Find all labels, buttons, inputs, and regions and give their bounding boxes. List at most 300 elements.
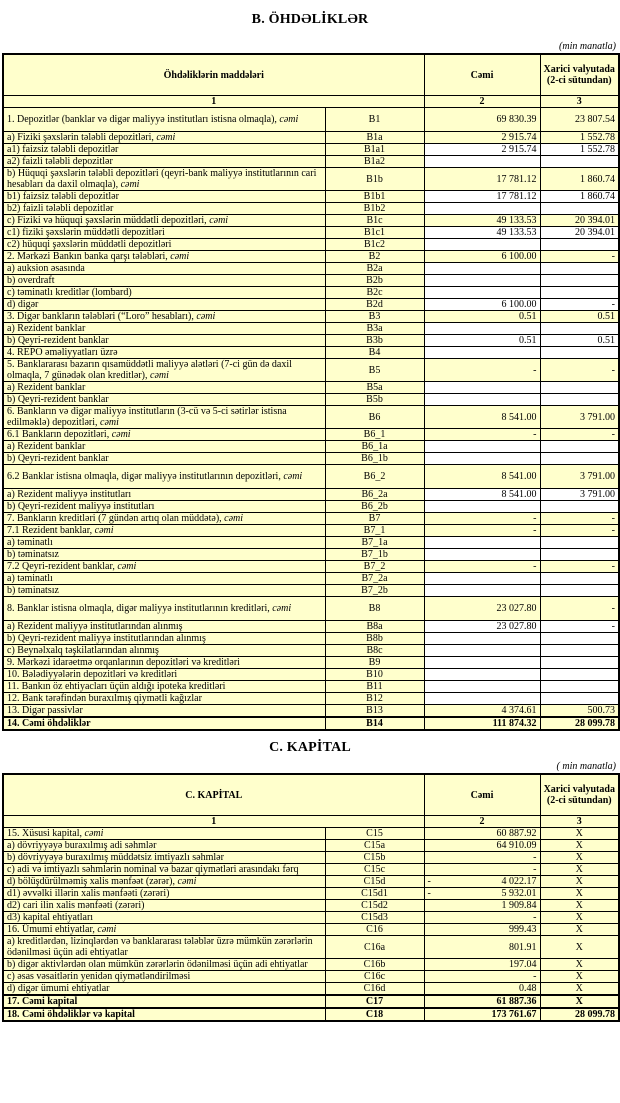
row-code-cell: B6_2b xyxy=(325,501,424,513)
row-code-cell: B7_2a xyxy=(325,573,424,585)
row-label-cell: c) təminatlı kreditlər (lombard) xyxy=(3,287,325,299)
row-total-cell: 60 887.92 xyxy=(424,828,540,840)
row-foreign-cell: X xyxy=(540,924,619,936)
row-code-cell: B2a xyxy=(325,263,424,275)
row-code-cell: B1 xyxy=(325,108,424,132)
row-foreign-cell: - xyxy=(540,597,619,621)
total-row xyxy=(3,1008,619,1021)
row-label-cell: a) Rezident maliyyə institutlarından alınmış xyxy=(3,621,325,633)
row-label-cell: b1) faizsiz tələbli depozitlər xyxy=(3,191,325,203)
row-label-cell: 10. Bələdiyyələrin depozitləri və kreditləri xyxy=(3,669,325,681)
row-foreign-cell: 23 807.54 xyxy=(540,108,619,132)
row-foreign-cell: 20 394.01 xyxy=(540,227,619,239)
table-row xyxy=(3,311,619,323)
row-label-cell: 17. Cəmi kapital xyxy=(3,995,325,1008)
row-foreign-cell: X xyxy=(540,840,619,852)
row-total-cell xyxy=(424,239,540,251)
table-row xyxy=(3,347,619,359)
row-code-cell: B1a1 xyxy=(325,144,424,156)
row-code-cell: B8a xyxy=(325,621,424,633)
row-foreign-cell xyxy=(540,441,619,453)
row-code-cell: B1a2 xyxy=(325,156,424,168)
row-code-cell: C16b xyxy=(325,959,424,971)
row-label-cell: a) kreditlərdən, lizinqlərdən və banklararası tələblər üzrə mümkün zərərlərin ödənilməsi üçün adi ehtiyatlar xyxy=(3,936,325,959)
row-label-cell: 7. Bankların kreditləri (7 gündən artıq olan müddətə), cəmi xyxy=(3,513,325,525)
table-row xyxy=(3,453,619,465)
row-total-cell: 23 027.80 xyxy=(424,597,540,621)
row-total-cell: 8 541.00 xyxy=(424,465,540,489)
table-row xyxy=(3,828,619,840)
row-code-cell: C15c xyxy=(325,864,424,876)
row-total-cell: 2 915.74 xyxy=(424,132,540,144)
row-label-cell: 3. Digər bankların tələbləri (“Loro” hesabları), cəmi xyxy=(3,311,325,323)
table-row xyxy=(3,144,619,156)
table-row xyxy=(3,573,619,585)
row-total-cell xyxy=(424,657,540,669)
table-row xyxy=(3,465,619,489)
row-foreign-cell: - xyxy=(540,525,619,537)
table-row xyxy=(3,549,619,561)
row-label-cell: a) auksion əsasında xyxy=(3,263,325,275)
row-code-cell: B1b1 xyxy=(325,191,424,203)
capital-table xyxy=(2,773,620,1022)
row-total-cell: 4 374.61 xyxy=(424,705,540,718)
row-total-cell: 49 133.53 xyxy=(424,215,540,227)
row-total-cell xyxy=(424,633,540,645)
row-code-cell: C15d3 xyxy=(325,912,424,924)
row-code-cell: C16d xyxy=(325,983,424,996)
row-total-cell: 2 915.74 xyxy=(424,144,540,156)
row-label-cell: 5. Banklararası bazarın qısamüddətli maliyyə alətləri (7-ci gün də daxil olmaqla, 7 günədək olan kreditlər), cəmi xyxy=(3,359,325,382)
row-label-cell: 7.2 Qeyri-rezident banklar, cəmi xyxy=(3,561,325,573)
row-total-cell xyxy=(424,441,540,453)
row-label-cell: 7.1 Rezident banklar, cəmi xyxy=(3,525,325,537)
row-foreign-cell xyxy=(540,549,619,561)
table-row xyxy=(3,669,619,681)
row-code-cell: C15 xyxy=(325,828,424,840)
row-code-cell: B1c xyxy=(325,215,424,227)
foreign-currency-header-cell: Xarici valyutada (2-ci sütundan) xyxy=(540,774,619,816)
row-total-cell: 1 909.84 xyxy=(424,900,540,912)
row-label-cell: b) təminatsız xyxy=(3,585,325,597)
row-code-cell: B8 xyxy=(325,597,424,621)
row-total-cell: 173 761.67 xyxy=(424,1008,540,1021)
row-total-cell: 0.51 xyxy=(424,335,540,347)
table-row xyxy=(3,983,619,996)
row-foreign-cell: X xyxy=(540,971,619,983)
row-foreign-cell: - xyxy=(540,513,619,525)
table-row xyxy=(3,156,619,168)
row-label-cell: a) təminatlı xyxy=(3,537,325,549)
table-row xyxy=(3,323,619,335)
row-foreign-cell: 0.51 xyxy=(540,335,619,347)
section-b-unit-note: (min manatla) xyxy=(559,41,616,52)
table-row xyxy=(3,585,619,597)
row-label-cell: c2) hüquqi şəxslərin müddətli depozitləri xyxy=(3,239,325,251)
table-row xyxy=(3,681,619,693)
table-row xyxy=(3,971,619,983)
row-foreign-cell: X xyxy=(540,912,619,924)
row-label-cell: c) adi və imtiyazlı səhmlərin nominal və bazar qiymətləri arasındakı fərq xyxy=(3,864,325,876)
row-total-cell: - xyxy=(424,864,540,876)
row-total-cell: 8 541.00 xyxy=(424,489,540,501)
row-foreign-cell: 3 791.00 xyxy=(540,465,619,489)
row-foreign-cell xyxy=(540,287,619,299)
table-row xyxy=(3,561,619,573)
table-row xyxy=(3,287,619,299)
row-code-cell: C18 xyxy=(325,1008,424,1021)
row-foreign-cell xyxy=(540,645,619,657)
row-label-cell: 6. Bankların və digər maliyyə institutların (3-cü və 5-ci sətirlər istisna edilməklə) depozitləri, cəmi xyxy=(3,406,325,429)
row-foreign-cell xyxy=(540,394,619,406)
row-foreign-cell xyxy=(540,669,619,681)
row-code-cell: B5b xyxy=(325,394,424,406)
section-c-unit-note: ( min manatla) xyxy=(556,761,616,772)
row-total-cell: 111 874.32 xyxy=(424,717,540,730)
table-row xyxy=(3,489,619,501)
row-foreign-cell xyxy=(540,275,619,287)
header-row xyxy=(3,774,619,816)
row-foreign-cell: 28 099.78 xyxy=(540,717,619,730)
header-row xyxy=(3,54,619,96)
row-foreign-cell: X xyxy=(540,900,619,912)
row-code-cell: C16a xyxy=(325,936,424,959)
total-header-cell: Cəmi xyxy=(424,54,540,96)
row-label-cell: b) dövriyyəyə buraxılmış müddətsiz imtiyazlı səhmlər xyxy=(3,852,325,864)
row-foreign-cell: 28 099.78 xyxy=(540,1008,619,1021)
row-label-cell: a) dövriyyəyə buraxılmış adi səhmlər xyxy=(3,840,325,852)
row-total-cell: 0.48 xyxy=(424,983,540,996)
row-label-cell: c) əsas vəsaitlərin yenidən qiymətləndirilməsi xyxy=(3,971,325,983)
row-total-cell xyxy=(424,323,540,335)
row-label-cell: d) bölüşdürülməmiş xalis mənfəət (zərər), cəmi xyxy=(3,876,325,888)
row-code-cell: B1b xyxy=(325,168,424,191)
table-row xyxy=(3,359,619,382)
row-label-cell: a2) faizli tələbli depozitlər xyxy=(3,156,325,168)
row-foreign-cell: 500.73 xyxy=(540,705,619,718)
row-label-cell: 8. Banklar istisna olmaqla, digər maliyyə institutlarının kreditləri, cəmi xyxy=(3,597,325,621)
row-label-cell: b) Qeyri-rezident banklar xyxy=(3,394,325,406)
row-foreign-cell xyxy=(540,585,619,597)
table-row xyxy=(3,382,619,394)
table-row xyxy=(3,705,619,718)
table-row xyxy=(3,852,619,864)
row-foreign-cell xyxy=(540,573,619,585)
table-row xyxy=(3,251,619,263)
capital-table-body xyxy=(3,828,619,1022)
row-total-cell: - xyxy=(424,525,540,537)
column-number-3-cell: 3 xyxy=(540,96,619,108)
row-label-cell: a) Fiziki şəxslərin tələbli depozitləri, cəmi xyxy=(3,132,325,144)
row-label-cell: d) digər ümumi ehtiyatlar xyxy=(3,983,325,996)
row-foreign-cell xyxy=(540,263,619,275)
row-foreign-cell xyxy=(540,453,619,465)
table-row xyxy=(3,936,619,959)
row-total-cell: - xyxy=(424,912,540,924)
row-total-cell: 49 133.53 xyxy=(424,227,540,239)
table-row xyxy=(3,132,619,144)
row-code-cell: C17 xyxy=(325,995,424,1008)
row-label-cell: a) təminatlı xyxy=(3,573,325,585)
row-code-cell: B7 xyxy=(325,513,424,525)
row-label-cell: b) overdraft xyxy=(3,275,325,287)
row-foreign-cell xyxy=(540,633,619,645)
row-code-cell: B12 xyxy=(325,693,424,705)
row-total-cell: 17 781.12 xyxy=(424,191,540,203)
row-foreign-cell: - xyxy=(540,621,619,633)
row-label-cell: b) Qeyri-rezident maliyyə institutları xyxy=(3,501,325,513)
row-code-cell: B2d xyxy=(325,299,424,311)
row-total-cell xyxy=(424,203,540,215)
capital-table-header xyxy=(3,774,619,828)
row-total-cell: - 5 932.01 xyxy=(424,888,540,900)
row-label-cell: d1) əvvəlki illərin xalis mənfəəti (zərəri) xyxy=(3,888,325,900)
row-label-cell: 15. Xüsusi kapital, cəmi xyxy=(3,828,325,840)
row-foreign-cell: - xyxy=(540,251,619,263)
row-code-cell: B7_1a xyxy=(325,537,424,549)
row-total-cell: 6 100.00 xyxy=(424,251,540,263)
row-code-cell: B6_2a xyxy=(325,489,424,501)
row-foreign-cell xyxy=(540,347,619,359)
row-label-cell: c) Beynəlxalq təşkilatlarından alınmış xyxy=(3,645,325,657)
row-label-cell: d2) cari ilin xalis mənfəəti (zərəri) xyxy=(3,900,325,912)
row-foreign-cell: 1 860.74 xyxy=(540,191,619,203)
row-total-cell: - xyxy=(424,852,540,864)
row-code-cell: B5a xyxy=(325,382,424,394)
column-number-row xyxy=(3,816,619,828)
row-label-cell: d3) kapital ehtiyatları xyxy=(3,912,325,924)
row-foreign-cell: - xyxy=(540,359,619,382)
row-foreign-cell: X xyxy=(540,959,619,971)
column-number-row xyxy=(3,96,619,108)
row-code-cell: C15d2 xyxy=(325,900,424,912)
row-foreign-cell: - xyxy=(540,561,619,573)
table-row xyxy=(3,924,619,936)
row-label-cell: 9. Mərkəzi idarəetmə orqanlarının depozitləri və kreditləri xyxy=(3,657,325,669)
table-row xyxy=(3,864,619,876)
liabilities-table xyxy=(2,53,620,731)
table-row xyxy=(3,441,619,453)
section-c-title: C. KAPİTAL xyxy=(269,740,351,755)
table-row xyxy=(3,394,619,406)
row-code-cell: B13 xyxy=(325,705,424,718)
row-total-cell xyxy=(424,156,540,168)
row-total-cell xyxy=(424,645,540,657)
row-foreign-cell xyxy=(540,537,619,549)
total-row xyxy=(3,995,619,1008)
row-foreign-cell: 20 394.01 xyxy=(540,215,619,227)
table-row xyxy=(3,513,619,525)
row-code-cell: B1c1 xyxy=(325,227,424,239)
row-foreign-cell xyxy=(540,693,619,705)
row-foreign-cell: X xyxy=(540,828,619,840)
row-total-cell xyxy=(424,537,540,549)
row-foreign-cell: X xyxy=(540,888,619,900)
row-total-cell: 17 781.12 xyxy=(424,168,540,191)
table-row xyxy=(3,227,619,239)
row-foreign-cell: 3 791.00 xyxy=(540,489,619,501)
column-number-1-cell: 1 xyxy=(3,816,424,828)
row-total-cell xyxy=(424,453,540,465)
table-row xyxy=(3,876,619,888)
row-code-cell: B6_1b xyxy=(325,453,424,465)
row-code-cell: B3 xyxy=(325,311,424,323)
row-foreign-cell: X xyxy=(540,876,619,888)
row-foreign-cell xyxy=(540,501,619,513)
row-label-cell: b2) faizli tələbli depozitlər xyxy=(3,203,325,215)
table-row xyxy=(3,525,619,537)
table-row xyxy=(3,275,619,287)
row-label-cell: b) Hüquqi şəxslərin tələbli depozitləri (qeyri-bank maliyyə institutlarının cari hesabları da daxil olmaqla), cəmi xyxy=(3,168,325,191)
row-code-cell: B2 xyxy=(325,251,424,263)
row-total-cell: 61 887.36 xyxy=(424,995,540,1008)
row-total-cell xyxy=(424,573,540,585)
row-label-cell: a1) faizsiz tələbli depozitlər xyxy=(3,144,325,156)
row-foreign-cell: 1 552.78 xyxy=(540,132,619,144)
row-foreign-cell xyxy=(540,239,619,251)
row-foreign-cell xyxy=(540,203,619,215)
row-code-cell: B6_2 xyxy=(325,465,424,489)
row-code-cell: B8c xyxy=(325,645,424,657)
row-foreign-cell: X xyxy=(540,936,619,959)
row-total-cell xyxy=(424,681,540,693)
row-total-cell xyxy=(424,394,540,406)
row-foreign-cell: 1 552.78 xyxy=(540,144,619,156)
row-label-cell: b) digər aktivlərdən olan mümkün zərərlərin ödənilməsi üçün adi ehtiyatlar xyxy=(3,959,325,971)
row-label-cell: 16. Ümumi ehtiyatlar, cəmi xyxy=(3,924,325,936)
row-code-cell: B5 xyxy=(325,359,424,382)
row-label-cell: 18. Cəmi öhdəliklər və kapital xyxy=(3,1008,325,1021)
table-row xyxy=(3,215,619,227)
row-code-cell: B14 xyxy=(325,717,424,730)
row-code-cell: B10 xyxy=(325,669,424,681)
row-label-cell: c1) fiziki şəxslərin müddətli depozitləri xyxy=(3,227,325,239)
row-label-cell: a) Rezident banklar xyxy=(3,382,325,394)
row-foreign-cell xyxy=(540,657,619,669)
row-code-cell: B4 xyxy=(325,347,424,359)
row-total-cell: 999.43 xyxy=(424,924,540,936)
row-total-cell xyxy=(424,347,540,359)
row-code-cell: B2b xyxy=(325,275,424,287)
row-label-cell: c) Fiziki və hüquqi şəxslərin müddətli depozitləri, cəmi xyxy=(3,215,325,227)
row-code-cell: B1b2 xyxy=(325,203,424,215)
row-total-cell: - xyxy=(424,513,540,525)
row-label-cell: b) Qeyri-rezident banklar xyxy=(3,335,325,347)
row-total-cell xyxy=(424,549,540,561)
row-foreign-cell xyxy=(540,156,619,168)
liabilities-table-body xyxy=(3,108,619,731)
row-label-cell: 13. Digər passivlər xyxy=(3,705,325,718)
table-row xyxy=(3,621,619,633)
row-code-cell: B6_1 xyxy=(325,429,424,441)
row-total-cell: 23 027.80 xyxy=(424,621,540,633)
row-total-cell: 6 100.00 xyxy=(424,299,540,311)
row-total-cell: 8 541.00 xyxy=(424,406,540,429)
row-code-cell: B7_1 xyxy=(325,525,424,537)
row-total-cell: 801.91 xyxy=(424,936,540,959)
items-header-cell: Öhdəliklərin maddələri xyxy=(3,54,424,96)
row-total-cell xyxy=(424,263,540,275)
table-row xyxy=(3,959,619,971)
row-total-cell xyxy=(424,287,540,299)
row-code-cell: B3a xyxy=(325,323,424,335)
table-row xyxy=(3,657,619,669)
row-code-cell: B3b xyxy=(325,335,424,347)
row-code-cell: B6_1a xyxy=(325,441,424,453)
row-code-cell: C15a xyxy=(325,840,424,852)
row-code-cell: B2c xyxy=(325,287,424,299)
table-row xyxy=(3,645,619,657)
table-row xyxy=(3,168,619,191)
row-label-cell: 4. REPO əməliyyatları üzrə xyxy=(3,347,325,359)
row-foreign-cell xyxy=(540,323,619,335)
row-total-cell: - xyxy=(424,429,540,441)
row-total-cell: - xyxy=(424,561,540,573)
row-foreign-cell: - xyxy=(540,299,619,311)
table-row xyxy=(3,191,619,203)
liabilities-table-header xyxy=(3,54,619,108)
column-number-2-cell: 2 xyxy=(424,816,540,828)
row-label-cell: a) Rezident banklar xyxy=(3,441,325,453)
row-foreign-cell: 0.51 xyxy=(540,311,619,323)
table-row xyxy=(3,335,619,347)
row-code-cell: C16 xyxy=(325,924,424,936)
row-total-cell xyxy=(424,501,540,513)
row-total-cell: 197.04 xyxy=(424,959,540,971)
row-label-cell: a) Rezident maliyyə institutları xyxy=(3,489,325,501)
items-header-cell: C. KAPİTAL xyxy=(3,774,424,816)
foreign-currency-header-cell: Xarici valyutada (2-ci sütundan) xyxy=(540,54,619,96)
row-foreign-cell xyxy=(540,382,619,394)
row-code-cell: B7_1b xyxy=(325,549,424,561)
row-foreign-cell xyxy=(540,681,619,693)
row-label-cell: 14. Cəmi öhdəliklər xyxy=(3,717,325,730)
table-row xyxy=(3,840,619,852)
row-total-cell xyxy=(424,382,540,394)
row-total-cell: 64 910.09 xyxy=(424,840,540,852)
row-label-cell: a) Rezident banklar xyxy=(3,323,325,335)
row-code-cell: B1a xyxy=(325,132,424,144)
table-row xyxy=(3,501,619,513)
row-total-cell: - xyxy=(424,971,540,983)
table-row xyxy=(3,693,619,705)
row-foreign-cell: 1 860.74 xyxy=(540,168,619,191)
row-total-cell xyxy=(424,669,540,681)
row-code-cell: C15d xyxy=(325,876,424,888)
row-foreign-cell: X xyxy=(540,995,619,1008)
table-row xyxy=(3,888,619,900)
row-label-cell: 11. Bankın öz ehtiyacları üçün aldığı ipoteka kreditləri xyxy=(3,681,325,693)
table-row xyxy=(3,537,619,549)
row-code-cell: B8b xyxy=(325,633,424,645)
column-number-1-cell: 1 xyxy=(3,96,424,108)
row-foreign-cell: - xyxy=(540,429,619,441)
row-total-cell: 69 830.39 xyxy=(424,108,540,132)
row-code-cell: B1c2 xyxy=(325,239,424,251)
table-row xyxy=(3,597,619,621)
row-total-cell: - xyxy=(424,359,540,382)
row-label-cell: b) təminatsız xyxy=(3,549,325,561)
row-total-cell: 0.51 xyxy=(424,311,540,323)
total-header-cell: Cəmi xyxy=(424,774,540,816)
row-total-cell xyxy=(424,275,540,287)
row-label-cell: b) Qeyri-rezident maliyyə institutlarından alınmış xyxy=(3,633,325,645)
row-code-cell: C16c xyxy=(325,971,424,983)
table-row xyxy=(3,900,619,912)
row-label-cell: 6.2 Banklar istisna olmaqla, digər maliyyə institutlarının depozitləri, cəmi xyxy=(3,465,325,489)
row-foreign-cell: X xyxy=(540,852,619,864)
row-code-cell: B7_2b xyxy=(325,585,424,597)
